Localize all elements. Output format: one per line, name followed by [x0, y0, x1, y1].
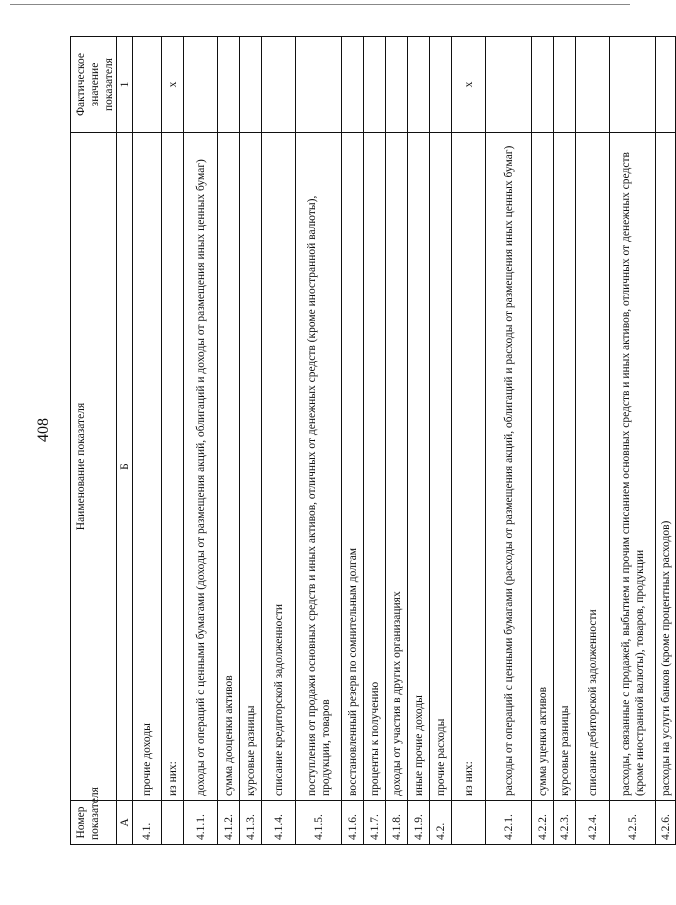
row-value-cell [364, 37, 386, 133]
row-number-cell [452, 801, 486, 845]
row-value-cell [554, 37, 576, 133]
row-value-cell [184, 37, 218, 133]
row-value-cell [610, 37, 656, 133]
table-row [430, 37, 452, 845]
table-header-row [71, 37, 117, 845]
row-number-cell: 4.1. [133, 801, 162, 845]
scan-edge-line [10, 4, 630, 5]
row-name-cell: поступления от продажи основных средств и иных активов, отличных от денежных средств (кроме иностранной валюты), продукции, товаров [296, 133, 342, 801]
table-row [656, 37, 676, 845]
row-name-cell: списание кредиторской задолженности [262, 133, 296, 801]
row-value-cell [532, 37, 554, 133]
row-number-cell: 4.1.9. [408, 801, 430, 845]
row-value-cell [386, 37, 408, 133]
row-name-cell: доходы от участия в других организациях [386, 133, 408, 801]
table-row [240, 37, 262, 845]
row-number-cell: 4.1.4. [262, 801, 296, 845]
header-number: Номер показателя [71, 801, 117, 845]
table-row [452, 37, 486, 845]
table-row [364, 37, 386, 845]
row-value-cell [430, 37, 452, 133]
row-name-cell: курсовые разницы [554, 133, 576, 801]
letter-value: 1 [117, 37, 133, 133]
row-value-cell [218, 37, 240, 133]
row-name-cell: сумма уценки активов [532, 133, 554, 801]
table-row [532, 37, 554, 845]
row-number-cell: 4.2.3. [554, 801, 576, 845]
letter-number: А [117, 801, 133, 845]
table-row [133, 37, 162, 845]
row-number-cell: 4.2.5. [610, 801, 656, 845]
row-number-cell: 4.2.6. [656, 801, 676, 845]
row-name-cell: курсовые разницы [240, 133, 262, 801]
row-name-cell: расходы, связанные с продажей, выбытием и прочим списанием основных средств и иных активов, отличных от денежных средств (кроме иностранной валюты), товаров, продукции [610, 133, 656, 801]
row-number-cell: 4.1.2. [218, 801, 240, 845]
column-letter-row [117, 37, 133, 845]
row-name-cell: расходы на услуги банков (кроме процентных расходов) [656, 133, 676, 801]
header-value: Фактическое значение показателя [71, 37, 117, 133]
page-number: 408 [35, 418, 52, 442]
row-number-cell: 4.2.4. [576, 801, 610, 845]
row-value-cell [240, 37, 262, 133]
table-row [296, 37, 342, 845]
row-value-cell: х [162, 37, 184, 133]
row-name-cell: из них: [162, 133, 184, 801]
row-value-cell [342, 37, 364, 133]
letter-name: Б [117, 133, 133, 801]
indicators-table [70, 36, 676, 845]
row-value-cell [262, 37, 296, 133]
row-name-cell: проценты к получению [364, 133, 386, 801]
row-number-cell: 4.2. [430, 801, 452, 845]
table-row [342, 37, 364, 845]
row-number-cell [162, 801, 184, 845]
row-value-cell [486, 37, 532, 133]
table-row [386, 37, 408, 845]
row-value-cell [133, 37, 162, 133]
table-row [486, 37, 532, 845]
row-name-cell: прочие расходы [430, 133, 452, 801]
table-row [408, 37, 430, 845]
row-name-cell: доходы от операций с ценными бумагами (доходы от размещения акций, облигаций и доходы от размещения иных ценных бумаг) [184, 133, 218, 801]
row-number-cell: 4.1.3. [240, 801, 262, 845]
row-value-cell [576, 37, 610, 133]
header-name: Наименование показателя [71, 133, 117, 801]
row-name-cell: из них: [452, 133, 486, 801]
row-name-cell: сумма дооценки активов [218, 133, 240, 801]
table-row [576, 37, 610, 845]
table-row [554, 37, 576, 845]
row-name-cell: прочие доходы [133, 133, 162, 801]
row-value-cell [656, 37, 676, 133]
row-number-cell: 4.1.6. [342, 801, 364, 845]
table-row [162, 37, 184, 845]
row-number-cell: 4.2.1. [486, 801, 532, 845]
table-row [262, 37, 296, 845]
row-name-cell: восстановленный резерв по сомнительным долгам [342, 133, 364, 801]
table-row [610, 37, 656, 845]
row-number-cell: 4.2.2. [532, 801, 554, 845]
row-value-cell [296, 37, 342, 133]
row-number-cell: 4.1.7. [364, 801, 386, 845]
table-row [218, 37, 240, 845]
row-name-cell: иные прочие доходы [408, 133, 430, 801]
row-value-cell [408, 37, 430, 133]
row-name-cell: расходы от операций с ценными бумагами (расходы от размещения акций, облигаций и расходы от размещения иных ценных бумаг) [486, 133, 532, 801]
row-value-cell: х [452, 37, 486, 133]
row-name-cell: списание дебиторской задолженности [576, 133, 610, 801]
rotated-table-wrapper [70, 37, 672, 845]
row-number-cell: 4.1.1. [184, 801, 218, 845]
table-row [184, 37, 218, 845]
row-number-cell: 4.1.5. [296, 801, 342, 845]
row-number-cell: 4.1.8. [386, 801, 408, 845]
